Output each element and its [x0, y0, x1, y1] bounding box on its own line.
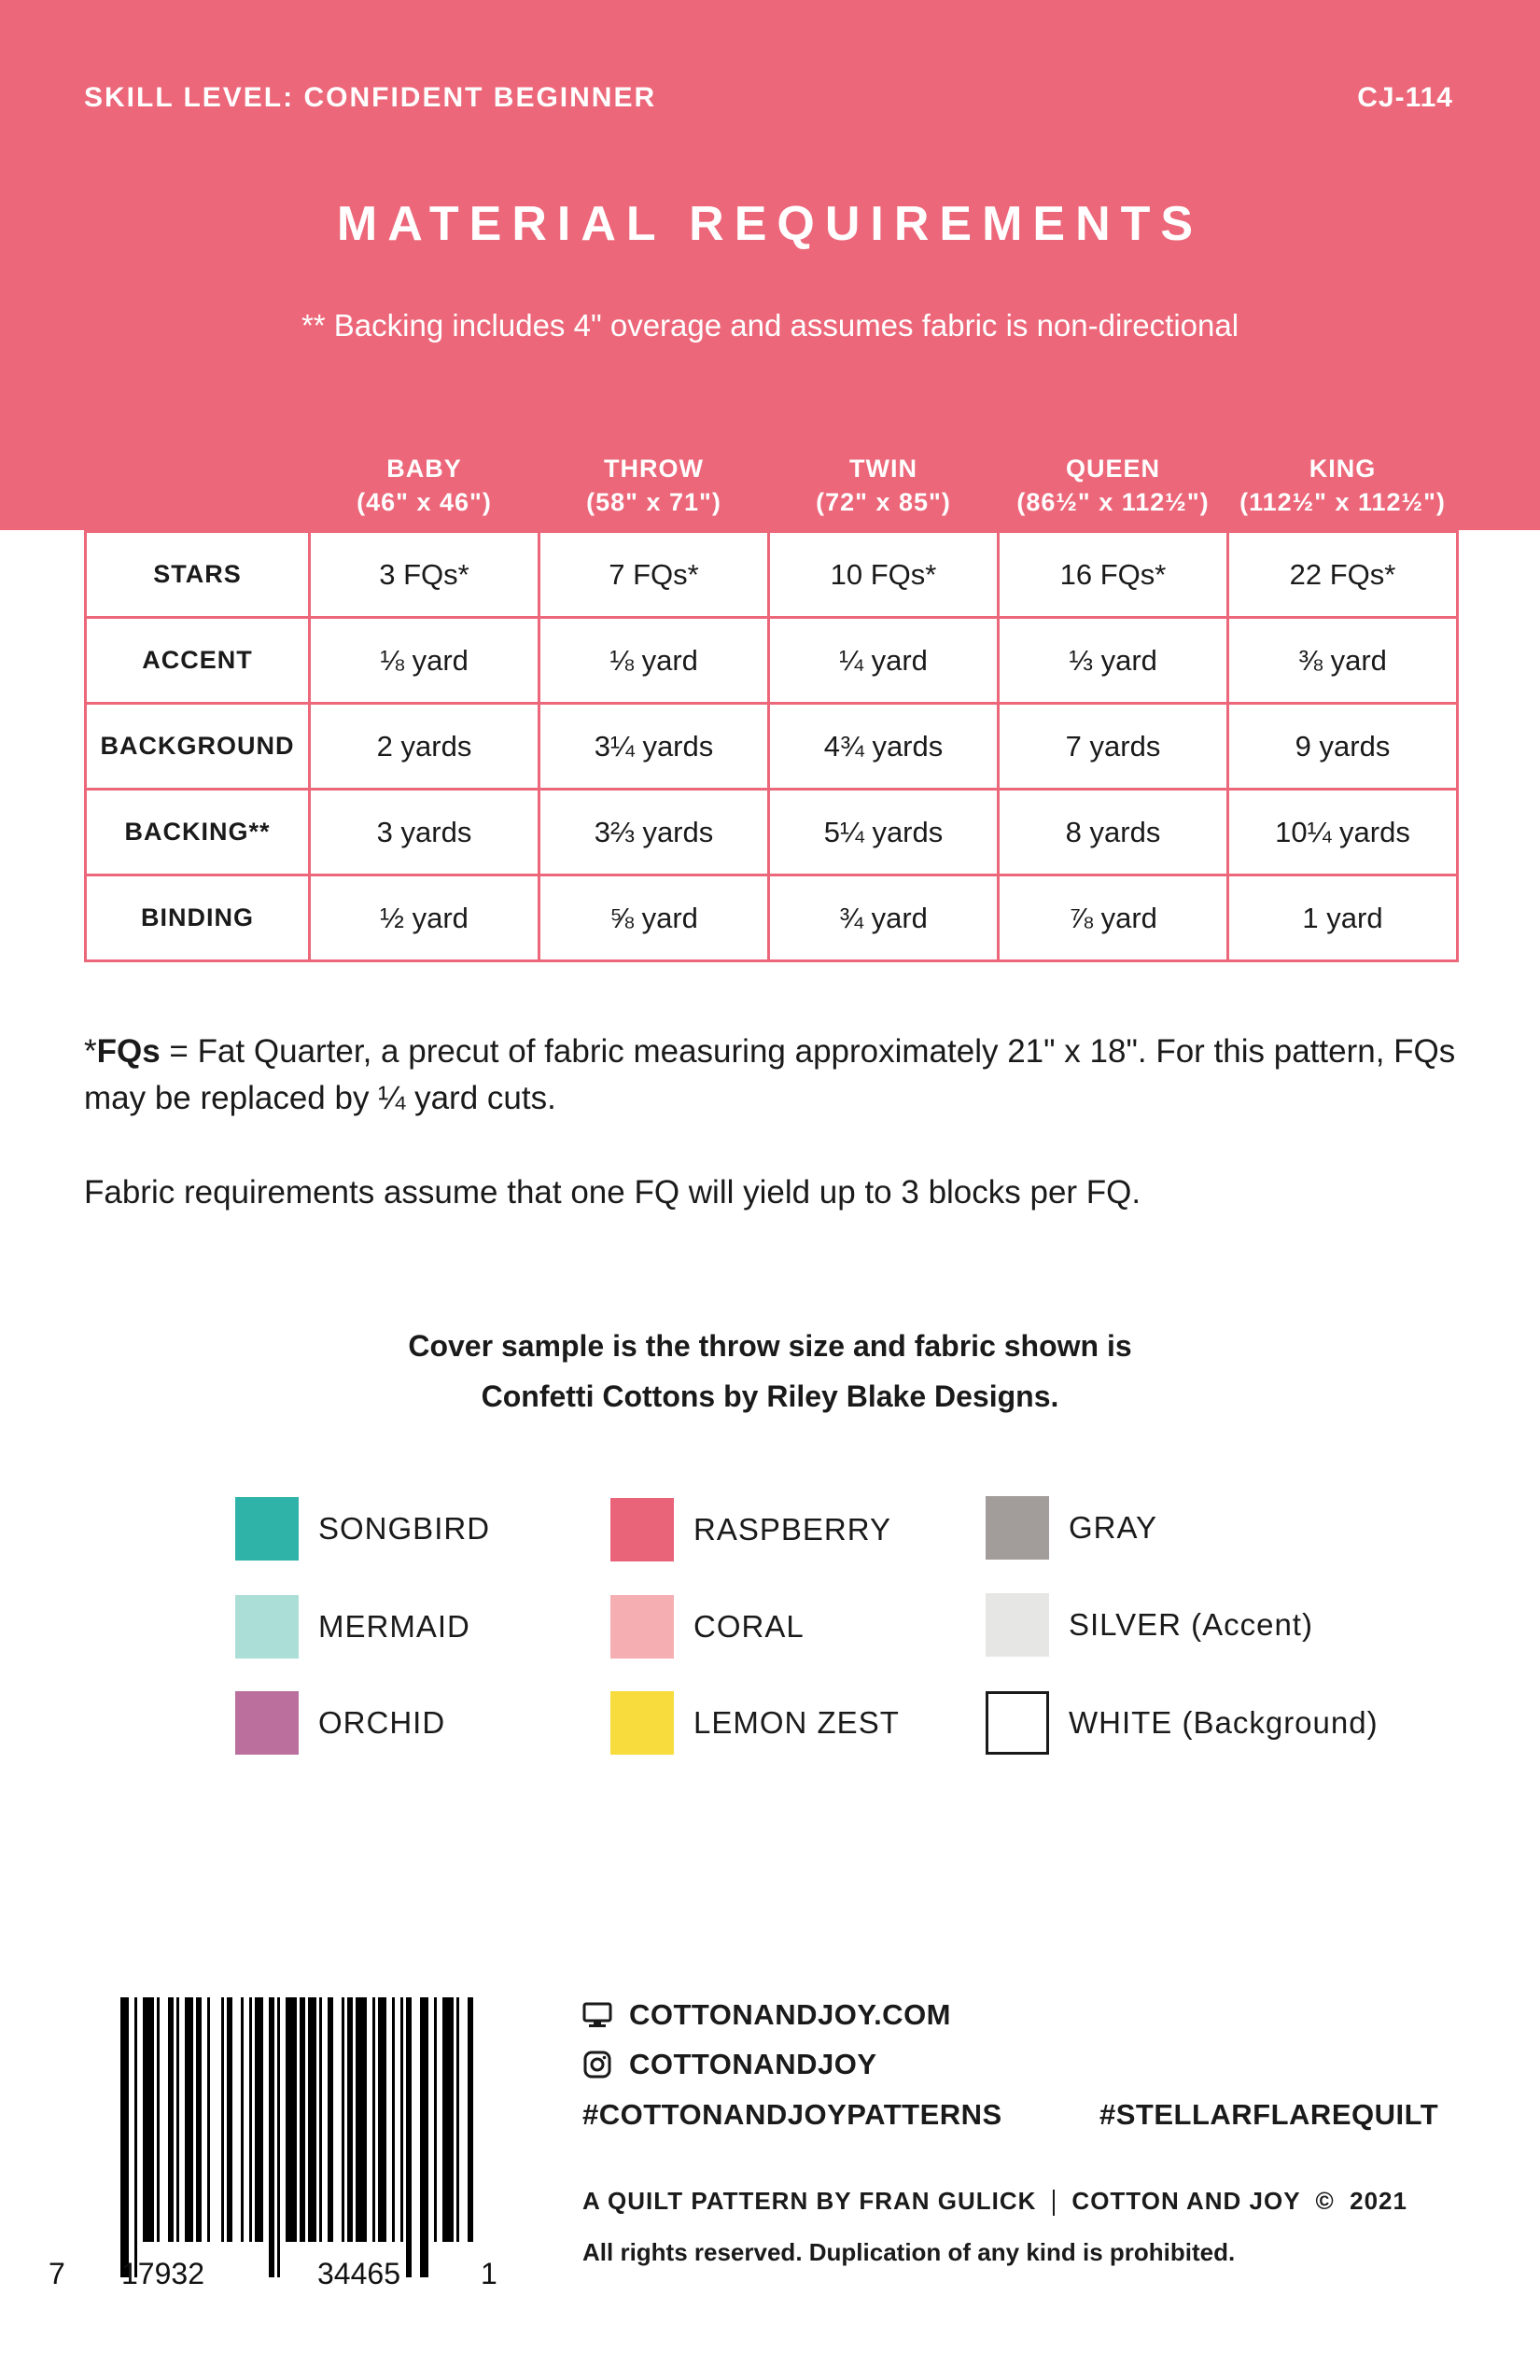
size-header-twin: TWIN (72" x 85") — [769, 439, 999, 532]
table-cell: 10¼ yards — [1228, 790, 1458, 875]
instagram-link[interactable] — [582, 2048, 877, 2081]
pattern-code: CJ-114 — [1357, 82, 1453, 113]
table-cell: 1 yard — [1228, 875, 1458, 961]
barcode-bar — [241, 1997, 244, 2242]
table-cell: 8 yards — [999, 790, 1228, 875]
table-cell: 22 FQs* — [1228, 532, 1458, 618]
barcode-bar — [157, 1997, 160, 2242]
barcode-bar — [420, 1997, 428, 2277]
barcode-bar — [319, 1997, 322, 2242]
table-row — [86, 790, 1458, 875]
barcode-digit: 17932 — [121, 2257, 204, 2290]
swatch-label: MERMAID — [318, 1609, 470, 1644]
fq-definition-note: *FQs = Fat Quarter, a precut of fabric measuring approximately 21" x 18". For this pattern, FQs may be replaced by ¼ yard cuts. — [84, 1033, 1456, 1116]
table-cell: ⅓ yard — [999, 618, 1228, 704]
size-header-queen: QUEEN (86½" x 112½") — [999, 439, 1228, 532]
barcode-bar — [300, 1997, 305, 2242]
swatch-label: SONGBIRD — [318, 1511, 491, 1546]
barcode-bar — [392, 1997, 395, 2242]
swatch-label: ORCHID — [318, 1705, 446, 1740]
swatch-item — [235, 1497, 490, 1561]
color-swatch — [235, 1497, 299, 1561]
row-label: ACCENT — [86, 618, 310, 704]
instagram-text: COTTONANDJOY — [629, 2048, 877, 2080]
swatch-label: LEMON ZEST — [693, 1705, 900, 1740]
barcode-bar — [249, 1997, 252, 2242]
table-cell: ¾ yard — [769, 875, 999, 961]
barcode-bar — [227, 1997, 232, 2242]
table-corner — [86, 439, 310, 532]
swatch-label: WHITE (Background) — [1069, 1705, 1379, 1740]
table-cell: ⅜ yard — [1228, 618, 1458, 704]
table-row — [86, 618, 1458, 704]
barcode-bar — [347, 1997, 353, 2242]
page-title: MATERIAL REQUIREMENTS — [336, 197, 1204, 251]
table-row — [86, 532, 1458, 618]
table-cell: 9 yards — [1228, 704, 1458, 790]
barcode-bar — [342, 1997, 344, 2242]
table-row — [86, 704, 1458, 790]
barcode-digit: 34465 — [317, 2257, 400, 2290]
website-link[interactable] — [582, 1998, 951, 2032]
barcode-bar — [221, 1997, 224, 2242]
barcode-digit: 1 — [481, 2257, 497, 2290]
swatch-item — [610, 1498, 891, 1561]
barcode-bar — [255, 1997, 263, 2242]
hashtag-quilt: #STELLARFLAREQUILT — [1099, 2098, 1439, 2131]
monitor-icon — [582, 2000, 612, 2030]
table-row — [86, 875, 1458, 961]
separator — [1053, 2190, 1055, 2216]
row-label: BINDING — [86, 875, 310, 961]
barcode-bar — [207, 1997, 210, 2242]
swatch-item — [235, 1691, 445, 1755]
barcode-bar — [468, 1997, 473, 2242]
row-label: BACKGROUND — [86, 704, 310, 790]
barcode-bar — [269, 1997, 274, 2277]
barcode — [79, 1997, 509, 2277]
color-swatch — [986, 1496, 1049, 1560]
barcode-bar — [378, 1997, 386, 2242]
swatch-item — [986, 1593, 1313, 1657]
table-cell: 7 FQs* — [539, 532, 769, 618]
color-swatch — [610, 1595, 674, 1659]
barcode-bar — [143, 1997, 154, 2242]
barcode-bar — [400, 1997, 403, 2242]
table-cell: 3⅔ yards — [539, 790, 769, 875]
website-text: COTTONANDJOY.COM — [629, 1998, 952, 2031]
table-cell: 3 yards — [310, 790, 539, 875]
swatch-label: SILVER (Accent) — [1069, 1607, 1313, 1642]
credit-line: A QUILT PATTERN BY FRAN GULICK COTTON AND JOY © 2021 — [582, 2187, 1407, 2215]
barcode-bar — [456, 1997, 459, 2242]
barcode-bar — [185, 1997, 193, 2242]
barcode-bar — [176, 1997, 179, 2242]
table-cell: ⅞ yard — [999, 875, 1228, 961]
skill-level: SKILL LEVEL: CONFIDENT BEGINNER — [84, 82, 657, 113]
color-swatch — [986, 1691, 1049, 1755]
barcode-bar — [356, 1997, 367, 2242]
hashtag-patterns: #COTTONANDJOYPATTERNS — [582, 2098, 1002, 2131]
color-swatch — [235, 1691, 299, 1755]
size-header-king: KING (112½" x 112½") — [1228, 439, 1458, 532]
cover-sample-note: Cover sample is the throw size and fabric shown is Confetti Cottons by Riley Blake Designs. — [408, 1329, 1132, 1413]
barcode-bar — [308, 1997, 316, 2242]
swatch-item — [986, 1496, 1157, 1560]
color-swatch — [610, 1691, 674, 1755]
table-cell: ⅛ yard — [539, 618, 769, 704]
table-cell: 16 FQs* — [999, 532, 1228, 618]
backing-note: ** Backing includes 4" overage and assumes fabric is non-directional — [301, 308, 1239, 343]
rights-notice: All rights reserved. Duplication of any kind is prohibited. — [582, 2238, 1236, 2266]
barcode-bar — [277, 1997, 280, 2277]
barcode-bar — [328, 1997, 333, 2242]
table-cell: ¼ yard — [769, 618, 999, 704]
size-header-throw: THROW (58" x 71") — [539, 439, 769, 532]
barcode-bar — [406, 1997, 412, 2277]
yield-note: Fabric requirements assume that one FQ will yield up to 3 blocks per FQ. — [84, 1174, 1141, 1211]
barcode-bar — [442, 1997, 454, 2242]
barcode-bar — [286, 1997, 297, 2242]
swatch-item — [610, 1691, 900, 1755]
material-requirements-table — [84, 437, 1459, 962]
size-header-baby: BABY (46" x 46") — [310, 439, 539, 532]
barcode-bar — [168, 1997, 174, 2242]
swatch-item — [610, 1595, 805, 1659]
table-cell: 7 yards — [999, 704, 1228, 790]
color-swatch — [610, 1498, 674, 1561]
row-label: STARS — [86, 532, 310, 618]
table-cell: 5¼ yards — [769, 790, 999, 875]
table-cell: 2 yards — [310, 704, 539, 790]
swatch-label: RASPBERRY — [693, 1512, 891, 1547]
barcode-bar — [134, 1997, 137, 2277]
color-swatch — [235, 1595, 299, 1659]
table-cell: 3 FQs* — [310, 532, 539, 618]
swatch-label: GRAY — [1069, 1510, 1158, 1545]
fq-term: FQs — [96, 1033, 161, 1070]
table-cell: 4¾ yards — [769, 704, 999, 790]
color-swatch — [986, 1593, 1049, 1657]
table-cell: ½ yard — [310, 875, 539, 961]
barcode-bar — [434, 1997, 437, 2242]
swatch-item — [986, 1691, 1379, 1755]
swatch-item — [235, 1595, 470, 1659]
table-cell: ⅝ yard — [539, 875, 769, 961]
barcode-digit: 7 — [49, 2257, 65, 2290]
swatch-label: CORAL — [693, 1609, 805, 1644]
table-cell: 3¼ yards — [539, 704, 769, 790]
barcode-bar — [120, 1997, 129, 2277]
barcode-bar — [372, 1997, 375, 2242]
barcode-bars — [79, 1997, 509, 2277]
instagram-icon — [582, 2050, 612, 2079]
row-label: BACKING** — [86, 790, 310, 875]
table-cell: ⅛ yard — [310, 618, 539, 704]
table-cell: 10 FQs* — [769, 532, 999, 618]
table-header-row — [86, 439, 1458, 532]
barcode-bar — [196, 1997, 202, 2242]
